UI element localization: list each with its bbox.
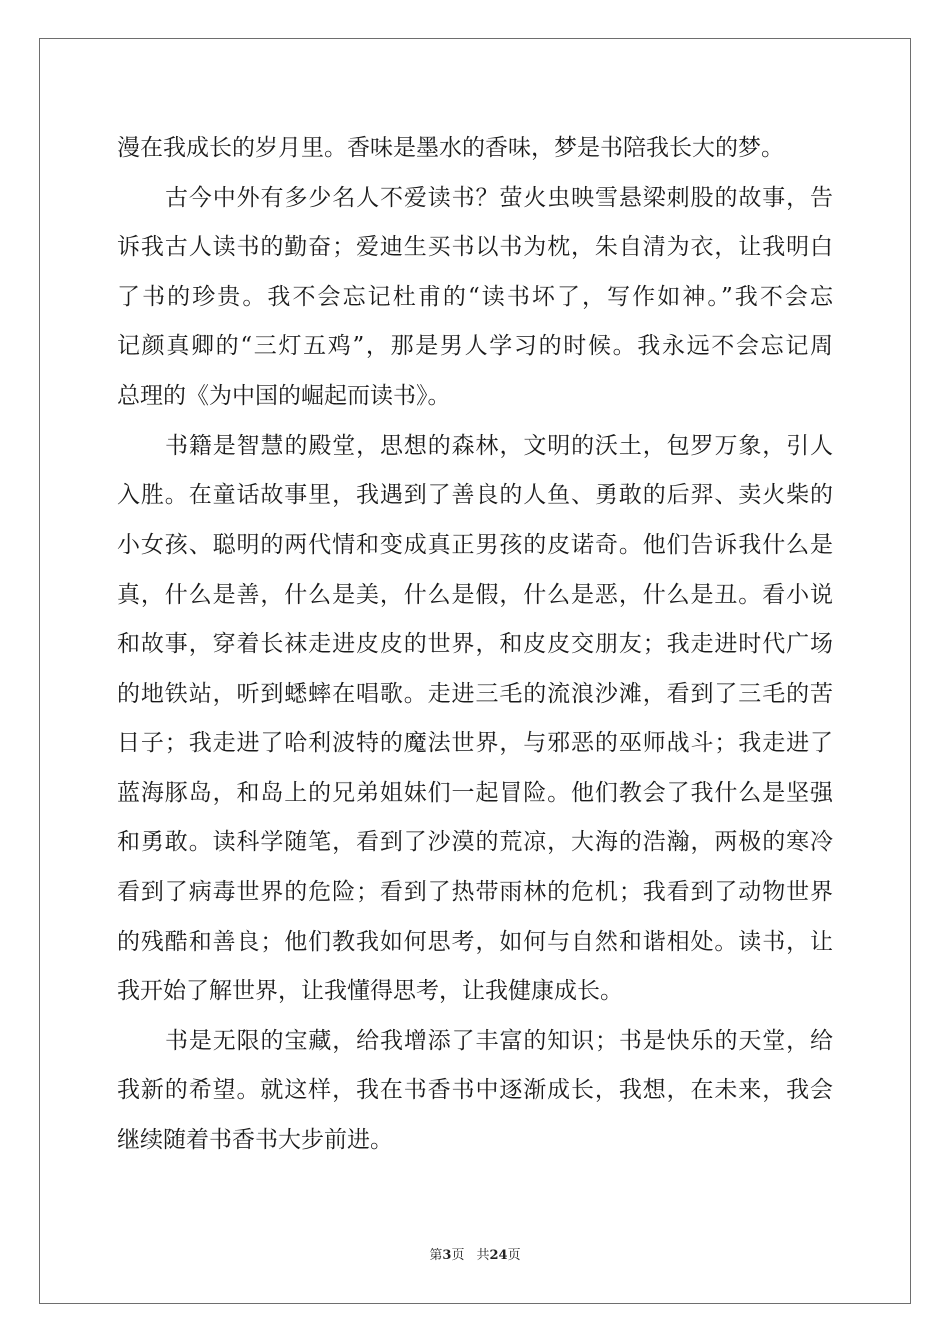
text-line: 总理的《为中国的崛起而读书》。 [117, 383, 451, 409]
page-footer [0, 1248, 950, 1264]
total-label-prefix: 共 [476, 1248, 490, 1263]
text-line: 蓝海豚岛，和岛上的兄弟姐妹们一起冒险。他们教会了我什么是坚强 [117, 780, 833, 806]
text-line: 诉我古人读书的勤奋；爱迪生买书以书为枕，朱自清为衣，让我明白 [117, 234, 833, 260]
total-pages: 24 [489, 1248, 508, 1263]
text-line: 看到了病毒世界的危险；看到了热带雨林的危机；我看到了动物世界 [117, 879, 833, 905]
text-line: 的地铁站，听到蟋蟀在唱歌。走进三毛的流浪沙滩，看到了三毛的苦 [117, 681, 833, 707]
total-label-unit: 页 [507, 1248, 521, 1263]
text-line: 记颜真卿的“三灯五鸡”，那是男人学习的时候。我永远不会忘记周 [117, 333, 833, 359]
text-line: 了书的珍贵。我不会忘记杜甫的“读书坏了，写作如神。”我不会忘 [117, 284, 833, 310]
text-line: 入胜。在童话故事里，我遇到了善良的人鱼、勇敢的后羿、卖火柴的 [117, 482, 833, 508]
text-line: 和勇敢。读科学随笔，看到了沙漠的荒凉，大海的浩瀚，两极的寒冷 [117, 829, 833, 855]
page-number: 3 [442, 1248, 452, 1263]
page-label-prefix: 第 [429, 1248, 443, 1263]
text-line: 真，什么是善，什么是美，什么是假，什么是恶，什么是丑。看小说 [117, 582, 833, 608]
page-label-unit: 页 [451, 1248, 465, 1263]
text-line: 继续随着书香书大步前进。 [117, 1127, 393, 1153]
text-line: 小女孩、聪明的两代情和变成真正男孩的皮诺奇。他们告诉我什么是 [117, 532, 833, 558]
text-line: 古今中外有多少名人不爱读书？萤火虫映雪悬梁刺股的故事，告 [165, 185, 833, 211]
text-line: 日子；我走进了哈利波特的魔法世界，与邪恶的巫师战斗；我走进了 [117, 730, 833, 756]
text-line: 的残酷和善良；他们教我如何思考，如何与自然和谐相处。读书，让 [117, 929, 833, 955]
text-line: 书是无限的宝藏，给我增添了丰富的知识；书是快乐的天堂，给 [165, 1028, 833, 1054]
text-line: 我新的希望。就这样，我在书香书中逐渐成长，我想，在未来，我会 [117, 1077, 833, 1103]
text-line: 我开始了解世界，让我懂得思考，让我健康成长。 [117, 978, 623, 1004]
text-line: 和故事，穿着长袜走进皮皮的世界，和皮皮交朋友；我走进时代广场 [117, 631, 833, 657]
text-line: 漫在我成长的岁月里。香味是墨水的香味，梦是书陪我长大的梦。 [117, 135, 784, 161]
text-line: 书籍是智慧的殿堂，思想的森林，文明的沃土，包罗万象，引人 [165, 433, 833, 459]
